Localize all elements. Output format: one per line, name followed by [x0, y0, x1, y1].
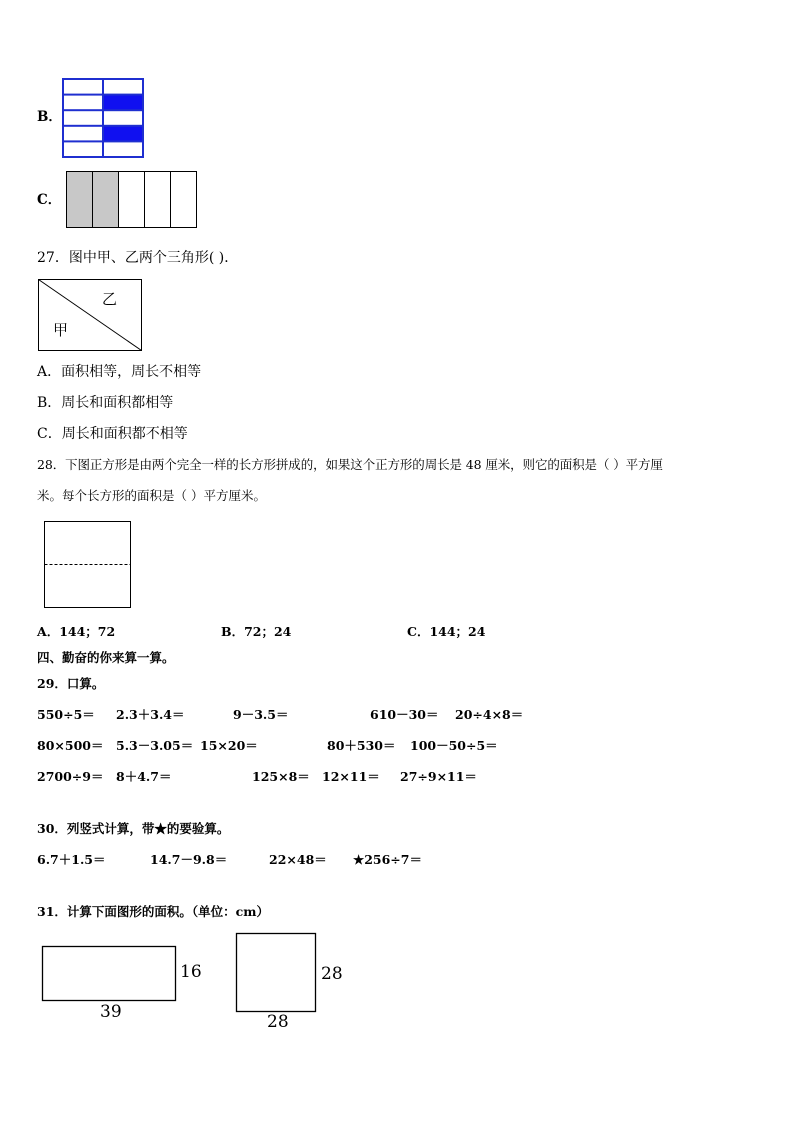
q30-item-4: ★256÷7＝ — [353, 852, 422, 867]
shaded-grid-figure — [62, 78, 144, 158]
grid-cell — [64, 96, 102, 110]
grid-cell-shaded — [104, 96, 142, 110]
q29-r1-c5: 20÷4×8＝ — [455, 707, 524, 722]
q27-rectangle-diagonal-figure — [38, 279, 142, 351]
grid-cell — [64, 111, 102, 125]
strip-part-shaded — [67, 172, 93, 228]
label-yi: 乙 — [102, 290, 118, 308]
section-4-title: 四、勤奋的你来算一算。 — [37, 650, 175, 665]
q27-option-a: A．面积相等，周长不相等 — [37, 364, 202, 380]
q30-item-3: 22×48＝ — [269, 852, 327, 867]
grid-cell — [104, 142, 142, 156]
strip-part — [145, 172, 171, 228]
q31-rect-height-label: 16 — [180, 962, 202, 982]
grid-cell-shaded — [104, 127, 142, 141]
strip-part — [171, 172, 197, 228]
q29-r3-c3: 125×8＝ — [252, 769, 310, 784]
q29-r1-c1: 550÷5＝ — [37, 707, 95, 722]
option-c-label: C． — [37, 192, 62, 208]
q29-r2-c4: 80＋530＝ — [327, 738, 396, 753]
q31-square-width-label: 28 — [267, 1012, 289, 1032]
q28-question-line1: 28．下图正方形是由两个完全一样的长方形拼成的，如果这个正方形的周长是 48 厘米，则它的面积是（ ）平方厘 — [37, 457, 663, 472]
q28-option-c: C．144；24 — [407, 624, 486, 639]
q31-rect-width-label: 39 — [100, 1002, 122, 1022]
shaded-strip-figure — [66, 171, 197, 229]
q31-square-height-label: 28 — [321, 964, 343, 984]
q28-option-a: A．144；72 — [37, 624, 116, 639]
q28-question-line2: 米。每个长方形的面积是（ ）平方厘米。 — [37, 488, 266, 503]
option-b-label: B． — [37, 109, 62, 125]
q30-item-1: 6.7＋1.5＝ — [37, 852, 106, 867]
q29-title: 29．口算。 — [37, 676, 105, 691]
strip-part — [119, 172, 145, 228]
q31-title: 31．计算下面图形的面积。（单位：cm） — [37, 904, 269, 919]
grid-cell — [104, 111, 142, 125]
label-jia: 甲 — [53, 321, 69, 339]
q27-question: 27．图中甲、乙两个三角形( )． — [37, 250, 239, 266]
q27-option-c: C．周长和面积都不相等 — [37, 426, 188, 442]
q29-r2-c5: 100－50÷5＝ — [410, 738, 498, 753]
q29-r3-c2: 8＋4.7＝ — [116, 769, 172, 784]
q29-r3-c1: 2700÷9＝ — [37, 769, 104, 784]
grid-cell — [64, 80, 102, 94]
q29-r2-c1: 80×500＝ — [37, 738, 104, 753]
q27-option-b: B．周长和面积都相等 — [37, 395, 174, 411]
q29-r2-c3: 15×20＝ — [200, 738, 258, 753]
q29-r3-c4: 12×11＝ — [322, 769, 380, 784]
grid-cell — [104, 80, 142, 94]
q29-r2-c2: 5.3－3.05＝ — [116, 738, 194, 753]
q31-square-figure — [236, 933, 317, 1013]
q29-r3-c5: 27÷9×11＝ — [400, 769, 477, 784]
q29-r1-c2: 2.3＋3.4＝ — [116, 707, 185, 722]
q30-item-2: 14.7－9.8＝ — [150, 852, 228, 867]
q30-title: 30．列竖式计算，带★的要验算。 — [37, 821, 230, 836]
q28-option-b: B．72；24 — [221, 624, 292, 639]
q29-r1-c3: 9－3.5＝ — [233, 707, 289, 722]
strip-part-shaded — [93, 172, 119, 228]
grid-cell — [64, 142, 102, 156]
grid-cell — [64, 127, 102, 141]
q28-square-figure — [44, 521, 132, 609]
q29-r1-c4: 610－30＝ — [370, 707, 439, 722]
q31-rectangle-figure — [42, 946, 176, 1002]
